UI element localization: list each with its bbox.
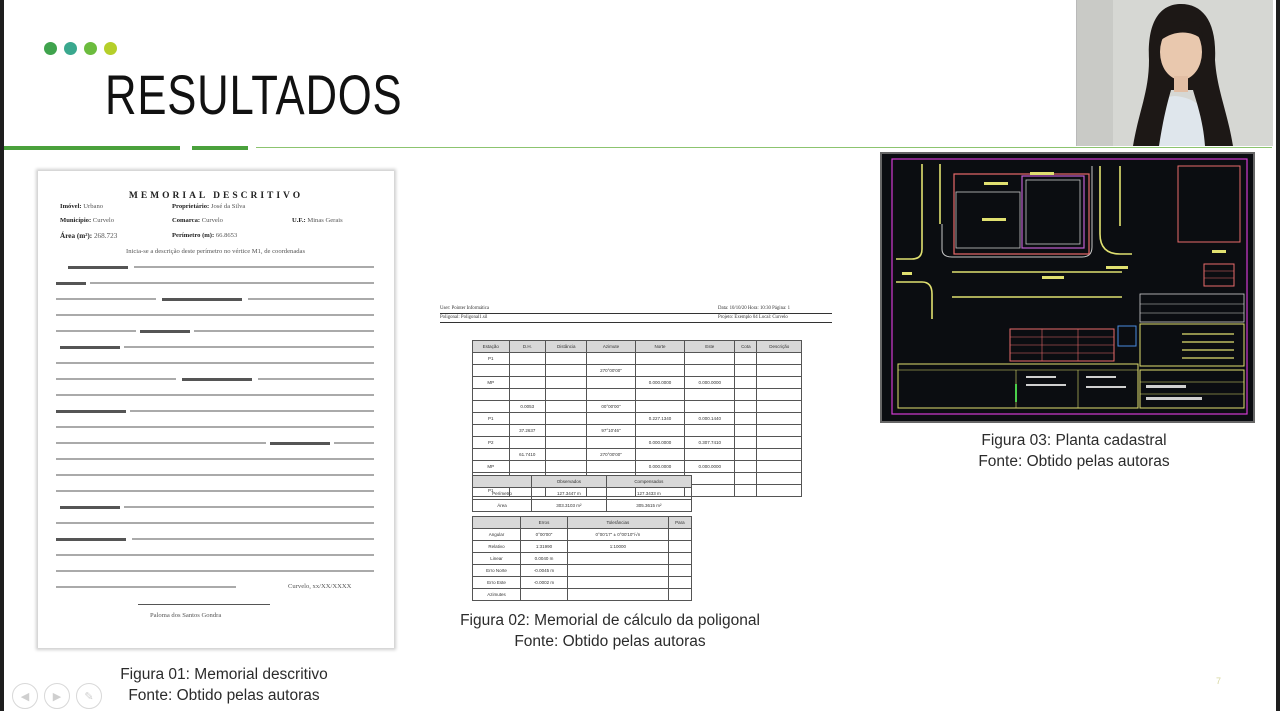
table-cell: -0.0002 m bbox=[521, 577, 568, 589]
table-cell bbox=[546, 365, 587, 377]
table-row bbox=[473, 401, 802, 413]
memorial-field-uf: U.F.: Minas Gerais bbox=[292, 217, 343, 224]
table-cell: 0°00'17" ± 0°00'10"/√n bbox=[567, 529, 668, 541]
table-cell: 0.000.1440 bbox=[685, 413, 735, 425]
table-cell: 0°00'00" bbox=[521, 529, 568, 541]
memorial-field-perimetro: Perímetro (m): 66.8653 bbox=[172, 232, 238, 239]
table-cell: 00°00'00" bbox=[587, 401, 635, 413]
table-cell bbox=[509, 413, 546, 425]
table-row bbox=[473, 488, 692, 500]
table-cell: 0.227.1340 bbox=[635, 413, 685, 425]
calc-subheader-left: Poligonal: Poligonal1.sil bbox=[440, 315, 488, 320]
slideshow-controls bbox=[12, 683, 102, 709]
figure-planta-cadastral bbox=[880, 152, 1255, 423]
table-cell bbox=[587, 377, 635, 389]
table-cell bbox=[473, 401, 510, 413]
table-cell bbox=[521, 589, 568, 601]
webcam-video bbox=[1076, 0, 1273, 146]
table-cell: 61.7410 bbox=[509, 449, 546, 461]
cadastral-plan-drawing bbox=[882, 154, 1253, 421]
figure3-caption-title: Figura 03: Planta cadastral bbox=[981, 432, 1167, 449]
table-header-cell: Para bbox=[668, 517, 691, 529]
table-cell bbox=[757, 401, 802, 413]
table-cell bbox=[546, 449, 587, 461]
figure2-caption bbox=[440, 610, 780, 652]
table-header-cell bbox=[473, 517, 521, 529]
table-cell bbox=[735, 437, 757, 449]
table-cell bbox=[668, 541, 691, 553]
table-cell bbox=[546, 353, 587, 365]
table-header-row bbox=[473, 517, 692, 529]
table-cell bbox=[587, 413, 635, 425]
table-cell bbox=[587, 461, 635, 473]
table-cell: Área bbox=[473, 500, 532, 512]
table-row bbox=[473, 541, 692, 553]
table-header-cell bbox=[473, 476, 532, 488]
table-cell: MP bbox=[473, 461, 510, 473]
table-cell bbox=[587, 389, 635, 401]
table-row bbox=[473, 500, 692, 512]
table-cell bbox=[635, 389, 685, 401]
figure2-caption-title: Figura 02: Memorial de cálculo da poligonal bbox=[460, 612, 760, 629]
table-cell: 0.000.0000 bbox=[685, 461, 735, 473]
memorial-field-proprietario: Proprietário: José da Silva bbox=[172, 203, 246, 210]
table-cell bbox=[668, 589, 691, 601]
table-cell bbox=[668, 577, 691, 589]
table-cell: 0.000.0000 bbox=[685, 377, 735, 389]
table-cell: Azimutes bbox=[473, 589, 521, 601]
calc-header-left: User: Pointer Informática bbox=[440, 306, 490, 311]
table-cell bbox=[735, 485, 757, 497]
table-cell bbox=[685, 449, 735, 461]
chevron-left-icon[interactable]: ◀ bbox=[12, 683, 38, 709]
calc-main-table bbox=[472, 340, 802, 497]
table-cell bbox=[757, 389, 802, 401]
table-cell: -0.0045 m bbox=[521, 565, 568, 577]
table-cell: P1 bbox=[473, 413, 510, 425]
table-cell: 127.3447 m bbox=[532, 488, 607, 500]
figure1-caption bbox=[84, 664, 364, 706]
table-row bbox=[473, 425, 802, 437]
memorial-field-comarca: Comarca: Curvelo bbox=[172, 217, 223, 224]
table-cell bbox=[685, 365, 735, 377]
table-cell: Perímetro bbox=[473, 488, 532, 500]
table-cell: 127.3433 m bbox=[606, 488, 691, 500]
table-cell bbox=[685, 389, 735, 401]
table-cell bbox=[509, 377, 546, 389]
table-cell bbox=[546, 437, 587, 449]
table-header-row bbox=[473, 341, 802, 353]
table-row bbox=[473, 589, 692, 601]
decorative-dot bbox=[84, 42, 97, 55]
table-cell bbox=[735, 353, 757, 365]
table-cell: Linear bbox=[473, 553, 521, 565]
figure3-caption bbox=[924, 430, 1224, 472]
table-header-cell: Norte bbox=[635, 341, 685, 353]
table-cell: 0.307.7410 bbox=[685, 437, 735, 449]
table-row bbox=[473, 389, 802, 401]
table-cell: 0.000.0000 bbox=[635, 461, 685, 473]
table-header-cell: Azimute bbox=[587, 341, 635, 353]
table-cell bbox=[685, 473, 735, 485]
table-cell: Angular bbox=[473, 529, 521, 541]
table-cell bbox=[635, 425, 685, 437]
table-header-cell: Descrição bbox=[757, 341, 802, 353]
table-cell: Relativo bbox=[473, 541, 521, 553]
table-cell: P1 bbox=[473, 353, 510, 365]
calc-header-right: Data: 10/10/20 Hora: 10:30 Página: 1 bbox=[718, 306, 791, 311]
table-cell bbox=[635, 449, 685, 461]
signature-line bbox=[138, 604, 270, 605]
table-row bbox=[473, 529, 692, 541]
table-cell: 0.0053 bbox=[509, 401, 546, 413]
table-cell bbox=[685, 353, 735, 365]
figure1-caption-title: Figura 01: Memorial descritivo bbox=[120, 666, 328, 683]
table-cell bbox=[735, 425, 757, 437]
table-cell bbox=[757, 425, 802, 437]
calc-errors-table bbox=[472, 516, 692, 601]
table-cell bbox=[509, 461, 546, 473]
table-row bbox=[473, 365, 802, 377]
calc-header-rule bbox=[440, 313, 832, 314]
table-cell bbox=[757, 353, 802, 365]
table-row bbox=[473, 377, 802, 389]
table-header-cell: Erros bbox=[521, 517, 568, 529]
table-row bbox=[473, 565, 692, 577]
table-cell bbox=[473, 365, 510, 377]
table-row bbox=[473, 413, 802, 425]
memorial-signature: Paloma dos Santos Gondra bbox=[150, 612, 222, 619]
figure1-caption-source: Fonte: Obtido pelas autoras bbox=[128, 687, 320, 704]
table-header-cell: Observados bbox=[532, 476, 607, 488]
slide-page-number: 7 bbox=[1216, 676, 1222, 686]
table-cell: P2 bbox=[473, 437, 510, 449]
table-cell bbox=[546, 389, 587, 401]
table-row bbox=[473, 437, 802, 449]
table-cell: Erro Norte bbox=[473, 565, 521, 577]
chevron-right-icon[interactable]: ▶ bbox=[44, 683, 70, 709]
memorial-intro: Inicia-se a descrição deste perímetro no vértice M1, de coordenadas bbox=[126, 248, 306, 255]
table-cell: Erro Este bbox=[473, 577, 521, 589]
table-cell: 1:31990 bbox=[521, 541, 568, 553]
presentation-slide bbox=[4, 0, 1276, 711]
table-cell bbox=[757, 437, 802, 449]
table-cell bbox=[735, 413, 757, 425]
table-row bbox=[473, 461, 802, 473]
table-cell: 270°00'00" bbox=[587, 449, 635, 461]
table-cell: 0.000.0000 bbox=[635, 437, 685, 449]
title-rule bbox=[256, 147, 1272, 148]
table-cell bbox=[735, 401, 757, 413]
table-cell bbox=[567, 589, 668, 601]
figure3-caption-source: Fonte: Obtido pelas autoras bbox=[978, 453, 1170, 470]
pen-icon[interactable]: ✎ bbox=[76, 683, 102, 709]
title-underline bbox=[4, 146, 180, 150]
table-cell bbox=[735, 389, 757, 401]
table-cell bbox=[757, 461, 802, 473]
calc-subheader-right: Projeto: Exemplo 04 Local: Curvelo bbox=[718, 315, 788, 320]
table-cell bbox=[546, 377, 587, 389]
table-header-cell: Este bbox=[685, 341, 735, 353]
table-cell: 1:10000 bbox=[567, 541, 668, 553]
table-cell: 0.000.0000 bbox=[635, 377, 685, 389]
table-cell bbox=[757, 413, 802, 425]
presenter-silhouette bbox=[1077, 0, 1273, 146]
table-cell bbox=[735, 473, 757, 485]
table-cell bbox=[757, 449, 802, 461]
table-cell bbox=[546, 425, 587, 437]
table-header-cell: Compensados bbox=[606, 476, 691, 488]
table-cell bbox=[757, 473, 802, 485]
memorial-place-date: Curvelo, xx/XX/XXXX bbox=[288, 583, 352, 590]
table-cell bbox=[735, 377, 757, 389]
table-cell bbox=[668, 529, 691, 541]
table-cell bbox=[509, 353, 546, 365]
table-row bbox=[473, 449, 802, 461]
table-cell bbox=[509, 365, 546, 377]
calc-summary-table bbox=[472, 475, 692, 512]
table-cell bbox=[587, 353, 635, 365]
title-underline bbox=[192, 146, 248, 150]
table-cell: 303.3103 m² bbox=[532, 500, 607, 512]
table-cell bbox=[546, 401, 587, 413]
table-cell: P1 bbox=[473, 485, 510, 497]
table-row bbox=[473, 553, 692, 565]
table-cell: 270°00'00" bbox=[587, 365, 635, 377]
table-cell bbox=[509, 389, 546, 401]
table-cell: MP bbox=[473, 377, 510, 389]
table-cell bbox=[567, 577, 668, 589]
table-cell bbox=[587, 437, 635, 449]
table-cell bbox=[757, 377, 802, 389]
table-cell: 37.2637 bbox=[509, 425, 546, 437]
table-header-cell: Cota bbox=[735, 341, 757, 353]
table-cell bbox=[473, 389, 510, 401]
table-cell bbox=[735, 461, 757, 473]
table-cell bbox=[473, 449, 510, 461]
table-header-cell: Distância bbox=[546, 341, 587, 353]
table-cell bbox=[567, 553, 668, 565]
table-cell bbox=[757, 365, 802, 377]
table-cell: 305.3615 m² bbox=[606, 500, 691, 512]
table-cell bbox=[546, 461, 587, 473]
table-header-row bbox=[473, 476, 692, 488]
table-row bbox=[473, 577, 692, 589]
memorial-field-municipio: Município: Curvelo bbox=[60, 217, 115, 224]
table-cell: 97°10'46" bbox=[587, 425, 635, 437]
memorial-field-area: Área (m²): 268.723 bbox=[60, 232, 118, 240]
figure-memorial-calculo bbox=[436, 300, 838, 600]
table-cell: 0.0040 m bbox=[521, 553, 568, 565]
figure-memorial-descritivo bbox=[38, 171, 394, 648]
table-cell bbox=[509, 437, 546, 449]
decorative-dot bbox=[104, 42, 117, 55]
table-cell bbox=[473, 425, 510, 437]
table-cell bbox=[735, 365, 757, 377]
decorative-dot bbox=[44, 42, 57, 55]
table-row bbox=[473, 353, 802, 365]
calc-subheader-rule bbox=[440, 322, 832, 323]
table-cell bbox=[668, 553, 691, 565]
memorial-header: MEMORIAL DESCRITIVO bbox=[128, 191, 304, 201]
table-cell bbox=[635, 353, 685, 365]
table-cell bbox=[757, 485, 802, 497]
decorative-dot bbox=[64, 42, 77, 55]
memorial-field-imovel: Imóvel: Urbano bbox=[60, 203, 104, 210]
table-header-cell: Estação bbox=[473, 341, 510, 353]
table-cell bbox=[735, 449, 757, 461]
table-cell bbox=[685, 401, 735, 413]
table-cell bbox=[635, 401, 685, 413]
table-cell bbox=[546, 413, 587, 425]
table-header-cell: Tolerâncias bbox=[567, 517, 668, 529]
table-cell bbox=[668, 565, 691, 577]
table-cell bbox=[635, 365, 685, 377]
table-cell bbox=[685, 425, 735, 437]
table-cell bbox=[685, 485, 735, 497]
table-header-cell: D.H. bbox=[509, 341, 546, 353]
slide-title: RESULTADOS bbox=[105, 63, 403, 126]
table-cell bbox=[567, 565, 668, 577]
figure2-caption-source: Fonte: Obtido pelas autoras bbox=[514, 633, 706, 650]
